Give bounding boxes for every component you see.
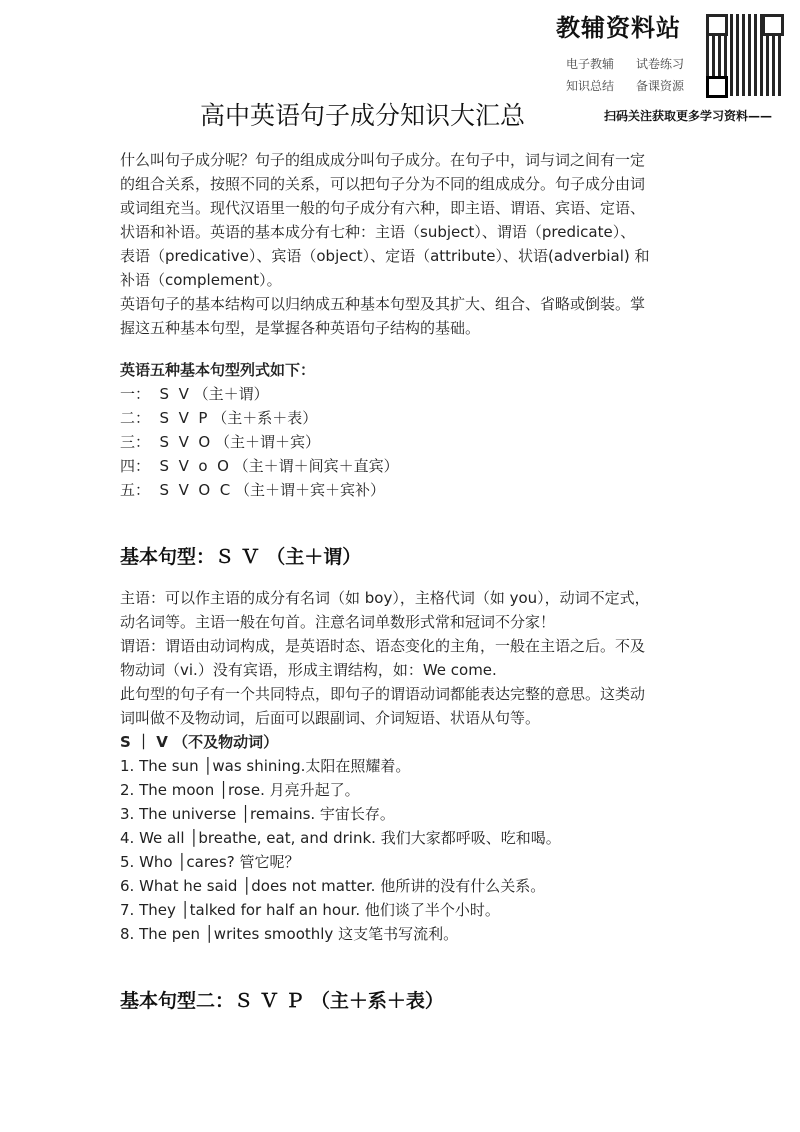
slogan: 扫码关注获取更多学习资料—— — [604, 109, 773, 123]
list-item: 五： S V O C （主＋谓＋宾＋宾补） — [120, 481, 385, 499]
document-body — [120, 148, 710, 1016]
list-heading: 英语五种基本句型列式如下： — [120, 361, 316, 379]
example-item: 3. The universe │remains. 宇宙长存。 — [120, 805, 395, 823]
qr-corner — [706, 76, 728, 98]
formula: S ｜ V （不及物动词） — [120, 733, 279, 751]
text-line: 或词组充当。现代汉语里一般的句子成分有六种，即主语、谓语、宾语、定语、 — [120, 199, 646, 217]
example-item: 2. The moon │rose. 月亮升起了。 — [120, 781, 360, 799]
text-line: 物动词（vi.）没有宾语，形成主谓结构，如：We come. — [120, 661, 497, 679]
text-line: 英语句子的基本结构可以归纳成五种基本句型及其扩大、组合、省略或倒装。掌 — [120, 295, 646, 313]
text-line: 什么叫句子成分呢？句子的组成成分叫句子成分。在句子中，词与词之间有一定 — [120, 151, 646, 169]
example-item: 8. The pen │writes smoothly 这支笔书写流利。 — [120, 925, 459, 943]
text-line: 主语：可以作主语的成分有名词（如 boy），主格代词（如 you），动词不定式， — [120, 589, 650, 607]
text-line: 此句型的句子有一个共同特点，即句子的谓语动词都能表达完整的意思。这类动 — [120, 685, 646, 703]
example-item: 6. What he said │does not matter. 他所讲的没有什么关系。 — [120, 877, 546, 895]
link-label: 试卷练习 — [636, 57, 685, 71]
page-title: 高中英语句子成分知识大汇总 — [200, 101, 526, 130]
text-line: 补语（complement）。 — [120, 271, 282, 289]
example-item: 5. Who │cares? 管它呢？ — [120, 853, 300, 871]
link-label: 电子教辅 — [566, 57, 615, 71]
example-item: 4. We all │breathe, eat, and drink. 我们大家都呼吸、吃和喝。 — [120, 829, 561, 847]
text-line: 表语（predicative）、宾语（object）、定语（attribute）、状语(adverbial) 和 — [120, 247, 650, 265]
text-line: 词叫做不及物动词，后面可以跟副词、介词短语、状语从句等。 — [120, 709, 541, 727]
list-item: 四： S V o O （主＋谓＋间宾＋直宾） — [120, 457, 399, 475]
list-item: 三： S V O （主＋谓＋宾） — [120, 433, 320, 451]
link-label: 知识总结 — [566, 79, 615, 93]
text-line: 握这五种基本句型，是掌握各种英语句子结构的基础。 — [120, 319, 481, 337]
brand-logo: 教辅资料站 — [556, 14, 681, 42]
link-label: 备课资源 — [636, 79, 685, 93]
text-line: 状语和补语。英语的基本成分有七种：主语（subject）、谓语（predicate）、 — [120, 223, 636, 241]
intro-paragraph — [120, 148, 710, 340]
text-line: 谓语：谓语由动词构成，是英语时态、语态变化的主角，一般在主语之后。不及 — [120, 637, 646, 655]
text-line: 的组合关系，按照不同的关系，可以把句子分为不同的组成成分。句子成分由词 — [120, 175, 646, 193]
section-heading: 基本句型：Ｓ Ｖ （主＋谓） — [120, 546, 362, 568]
example-item: 1. The sun │was shining.太阳在照耀着。 — [120, 757, 411, 775]
list-item: 二： S V P （主＋系＋表） — [120, 409, 318, 427]
section-heading: 基本句型二：Ｓ Ｖ Ｐ （主＋系＋表） — [120, 990, 444, 1012]
pattern-list — [120, 358, 710, 502]
text-line: 动名词等。主语一般在句首。注意名词单数形式常和冠词不分家！ — [120, 613, 556, 631]
list-item: 一： S V （主＋谓） — [120, 385, 269, 403]
example-item: 7. They │talked for half an hour. 他们谈了半个小时。 — [120, 901, 500, 919]
section1-body — [120, 586, 710, 946]
